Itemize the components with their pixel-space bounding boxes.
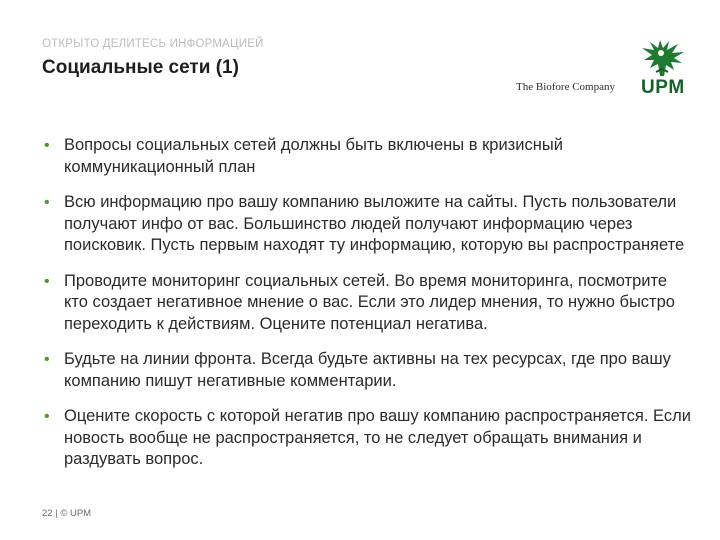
footer-separator: | — [55, 508, 58, 519]
bullet-icon: • — [44, 137, 50, 154]
list-item — [42, 135, 692, 178]
bullet-icon: • — [44, 272, 50, 290]
bullet-list — [42, 135, 692, 485]
list-item — [42, 406, 692, 471]
bullet-text: Оцените скорость с которой негатив про вашу компанию распространяется. Если новость вообще не распространяется, то не следует обращать внимания и раздувать вопрос. — [64, 407, 691, 468]
company-logo — [516, 38, 686, 104]
bullet-text: Будьте на линии фронта. Всегда будьте активны на тех ресурсах, где про вашу компанию пишут негативные комментарии. — [64, 350, 671, 390]
bullet-text: Всю информацию про вашу компанию выложите на сайты. Пусть пользователи получают инфо от вас. Большинство людей получают информацию через поисковик. Пусть первым находят ту информацию, которую вы распространяете — [64, 193, 685, 254]
logo-brand: UPM — [641, 77, 685, 98]
logo-tagline: The Biofore Company — [516, 81, 615, 93]
bullet-icon: • — [44, 408, 50, 425]
bullet-text: Проводите мониторинг социальных сетей. Во время мониторинга, посмотрите кто создает негативное мнение о вас. Если это лидер мнения, то нужно быстро переходить к действиям. Оцените потенциал негатива. — [64, 271, 675, 333]
page-number: 22 — [42, 508, 53, 519]
bullet-icon: • — [44, 351, 50, 368]
bullet-icon: • — [44, 194, 50, 211]
slide-title: Социальные сети (1) — [42, 57, 239, 78]
section-supertitle: ОТКРЫТО ДЕЛИТЕСЬ ИНФОРМАЦИЕЙ — [42, 38, 264, 50]
list-item — [42, 349, 692, 392]
bullet-text: Вопросы социальных сетей должны быть включены в кризисный коммуникационный план — [64, 136, 563, 176]
slide-footer — [42, 508, 91, 519]
list-item — [42, 192, 692, 257]
griffin-icon — [636, 38, 688, 78]
list-item — [42, 271, 692, 336]
copyright: © UPM — [60, 508, 92, 519]
